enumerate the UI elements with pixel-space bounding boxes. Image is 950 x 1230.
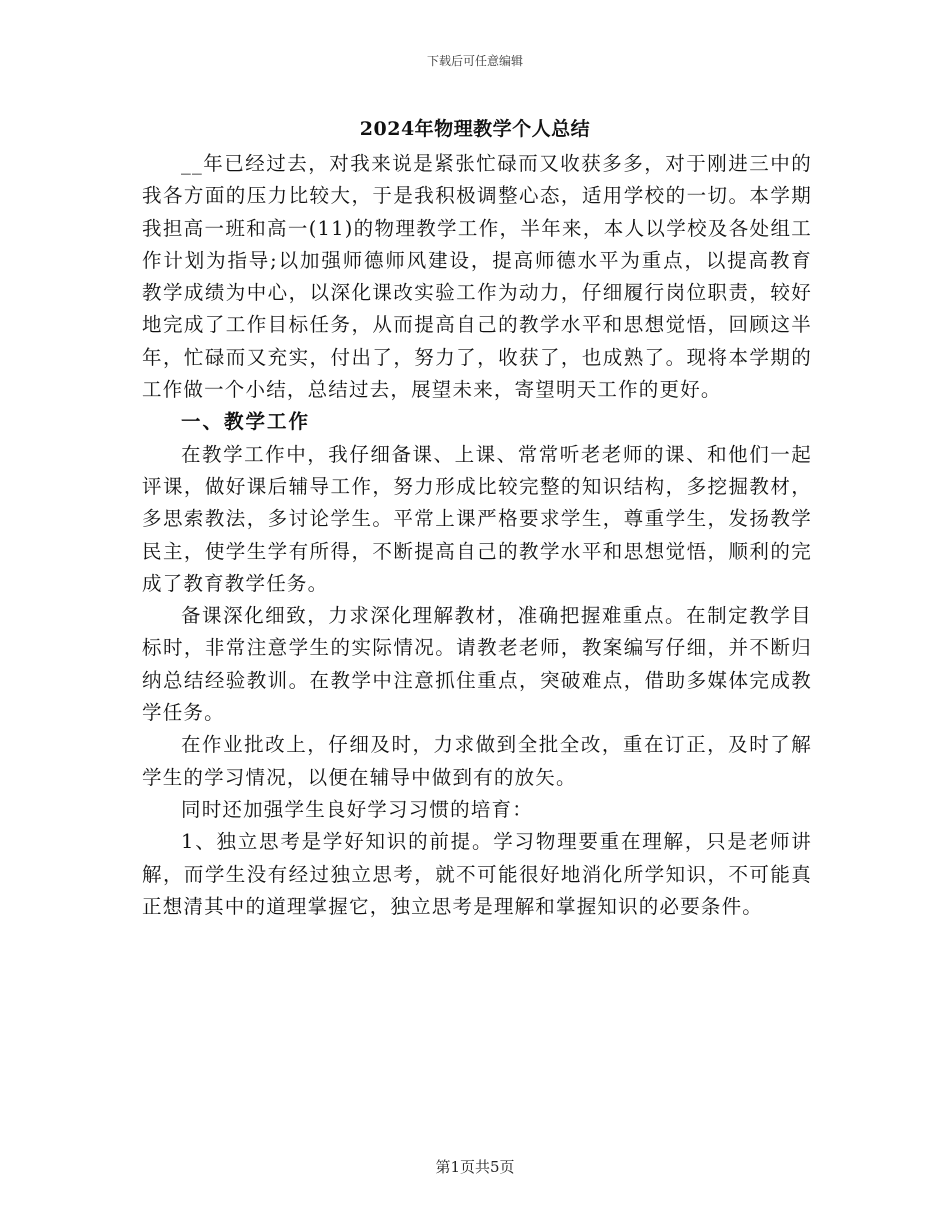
paragraph-lesson-prep: 备课深化细致，力求深化理解教材，准确把握难重点。在制定教学目标时，非常注意学生的实际情况。请教老老师，教案编写仔细，并不断归纳总结经验教训。在教学中注意抓住重点，突破难点，借助多媒体完成教学任务。 (142, 604, 812, 725)
paragraph-habits-intro: 同时还加强学生良好学习习惯的培育： (181, 797, 533, 821)
section-heading-teaching: 一、教学工作 (181, 410, 311, 434)
paragraph-homework: 在作业批改上，仔细及时，力求做到全批全改，重在订正，及时了解学生的学习情况，以便在辅导中做到有的放矢。 (142, 733, 812, 789)
header-note: 下载后可任意编辑 (426, 54, 523, 68)
paragraph-independent-thinking: 1、独立思考是学好知识的前提。学习物理要重在理解，只是老师讲解，而学生没有经过独立思考，就不可能很好地消化所学知识，不可能真正想清其中的道理掌握它，独立思考是理解和掌握知识的必要条件。 (142, 830, 812, 918)
document-title: 2024年物理教学个人总结 (359, 118, 591, 140)
paragraph-intro: __年已经过去，对我来说是紧张忙碌而又收获多多，对于刚进三中的我各方面的压力比较大，于是我积极调整心态，适用学校的一切。本学期我担高一班和高一(11)的物理教学工作，半年来，本人以学校及各处组工作计划为指导;以加强师德师风建设，提高师德水平为重点，以提高教育教学成绩为中心，以深化课改实验工作为动力，仔细履行岗位职责，较好地完成了工作目标任务，从而提高自己的教学水平和思想觉悟，回顾这半年，忙碌而又充实，付出了，努力了，收获了，也成熟了。现将本学期的工作做一个小结，总结过去，展望未来，寄望明天工作的更好。 (142, 152, 812, 402)
document-body (142, 148, 812, 923)
paragraph-teaching-work: 在教学工作中，我仔细备课、上课、常常听老老师的课、和他们一起评课，做好课后辅导工作，努力形成比较完整的知识结构，多挖掘教材，多思索教法，多讨论学生。平常上课严格要求学生，尊重学生，发扬教学民主，使学生学有所得，不断提高自己的教学水平和思想觉悟，顺利的完成了教育教学任务。 (142, 442, 812, 595)
page-number: 第1页共5页 (435, 1158, 515, 1176)
